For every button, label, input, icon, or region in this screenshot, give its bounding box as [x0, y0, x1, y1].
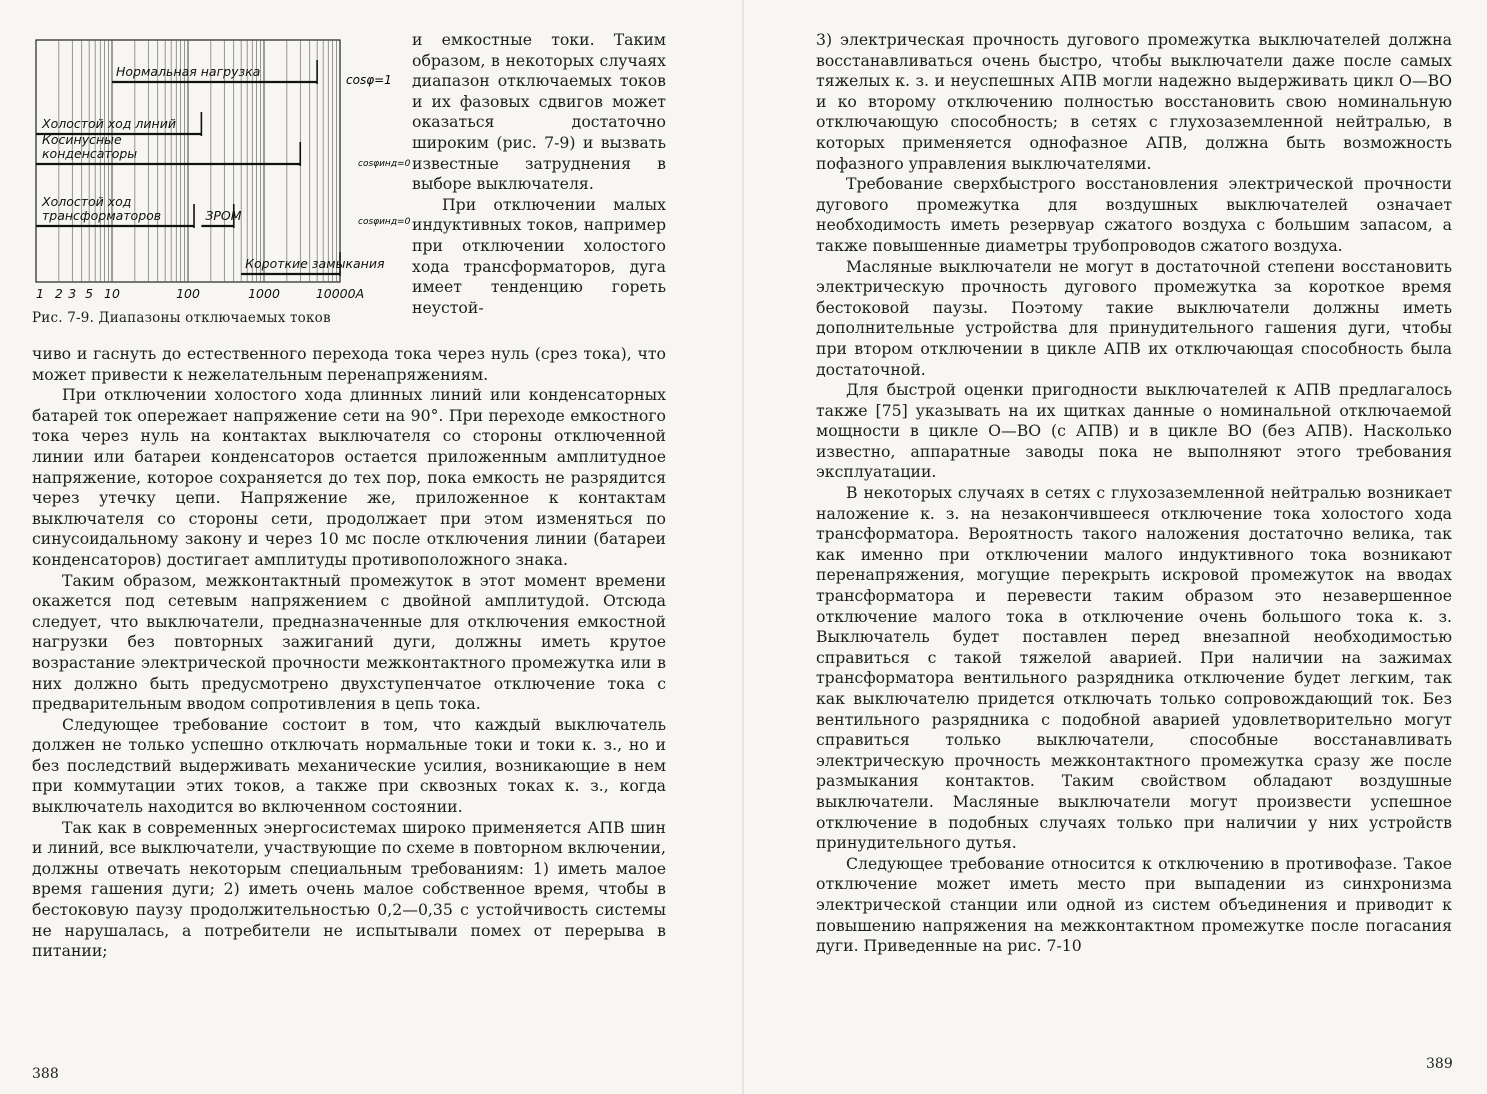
side-label-cos-ind-1: cosφинд=0 — [358, 159, 410, 169]
right-paragraph-5: В некоторых случаях в сетях с глухозаземленной нейтралью возникает наложение к. з. на незакончившееся отключение тока холостого хода трансформатора. Вероятность такого наложения достаточно велика, так как именно при отключении малого индуктивного тока возникают перенапряжения, могущие перекрыть искровой промежуток на вводах трансформатора и перевести таким образом это незавершенное отключение малого тока в отключение очень большого тока к. з. Выключатель будет поставлен перед внезапной необходимостью справиться с такой тяжелой аварией. При наличии на зажимах трансформатора вентильного разрядника отключение будет легким, так как выключателю придется отключать только сопровождающий ток. Без вентильного разрядника с подобной аварией удовлетворительно могут справиться только выключатели, способные восстанавливать электрическую прочность межконтактного промежутка сразу же после размыкания контактов. Таким свойством обладают воздушные выключатели. Масляные выключатели могут произвести успешное отключение в подобных случаях только при наличии у них устройств принудительного дутья. — [816, 483, 1452, 853]
wrap-text-column — [412, 30, 666, 318]
right-page — [744, 0, 1487, 1094]
x-tick-label: 5 — [85, 286, 94, 301]
side-label-cos-ind-2: cosφинд=0 — [358, 217, 410, 227]
right-paragraph-6: Следующее требование относится к отключению в противофазе. Такое отключение может иметь место при выпадении из синхронизма электрической станции или одной из систем объединения и приводит к повышению напряжения на межконтактном промежутке после погасания дуги. Приведенные на рис. 7-10 — [816, 853, 1452, 956]
wrap-paragraph-1: и емкостные токи. Таким образом, в некоторых случаях диапазон отключаемых токов и их фазовых сдвигов может оказаться достаточно широким (рис. 7-9) и вызвать известные затруднения в выборе выключателя. — [412, 30, 666, 194]
figure-7-9 — [28, 36, 410, 330]
range-label: Короткие замыкания — [245, 256, 385, 271]
side-label-cos1: cosφ=1 — [346, 73, 392, 87]
x-tick-label: 3 — [68, 286, 77, 301]
left-paragraph-3: Таким образом, межконтактный промежуток в этот момент времени окажется под сетевым напряжением с двойной амплитудой. Отсюда следует, что выключатели, предназначенные для отключения емкостной нагрузки без повторных зажиганий дуги, должны иметь крутое возрастание электрической прочности межконтактного промежутка или в них должно быть предусмотрено двухступенчатое отключение тока с предварительным вводом сопротивления в цепь тока. — [32, 570, 666, 714]
range-label: Холостой ход трансформаторов — [42, 194, 162, 223]
figure-x-ticks — [36, 286, 364, 301]
left-paragraph-5: Так как в современных энергосистемах широко применяется АПВ шин и линий, все выключатели, участвующие по схеме в повторном включении, должны отвечать некоторым специальным требованиям: 1) иметь малое время гашения дуги; 2) иметь очень малое собственное время, чтобы в бестоковую паузу продолжительностью 0,2—0,35 с устойчивость системы не нарушалась, а потребители не испытывали помех от перерыва в питании; — [32, 817, 666, 961]
range-label: ЗРОМ — [205, 208, 242, 223]
left-paragraph-1: чиво и гаснуть до естественного перехода тока через нуль (срез тока), что может привести к нежелательным перенапряжениям. — [32, 344, 666, 384]
x-tick-label: 10000А — [315, 286, 365, 301]
left-paragraph-2: При отключении холостого хода длинных линий или конденсаторных батарей ток опережает напряжение сети на 90°. При переходе емкостного тока через нуль на контактах выключателя со стороны отключенной линии или батареи конденсаторов остается приложенным амплитудное напряжение, которое сохраняется до тех пор, пока емкость не разрядится через утечку цепи. Напряжение же, приложенное к контактам выключателя со стороны сети, продолжает при этом изменяться по синусоидальному закону и через 10 мс после отключения линии (батареи конденсаторов) достигает амплитуды противоположного знака. — [32, 385, 666, 569]
right-paragraph-3: Масляные выключатели не могут в достаточной степени восстановить электрическую прочность дугового промежутка за короткое время бестоковой паузы. Поэтому такие выключатели должны иметь дополнительные устройства для принудительного гашения дуги, чтобы при втором отключении в цикле АПВ их отключающая способность была достаточной. — [816, 256, 1452, 379]
right-paragraph-1: 3) электрическая прочность дугового промежутка выключателей должна восстанавливаться очень быстро, чтобы выключатели даже после самых тяжелых к. з. и неуспешных АПВ могли надежно выдерживать цикл О—ВО и ко второму отключению полностью восстановить свою номинальную отключающую способность; в сетях с глухозаземленной нейтралью, в которых применяется однофазное АПВ, должна быть возможность пофазного управления выключателями. — [816, 30, 1452, 173]
range-label: Косинусные конденсаторы — [42, 132, 138, 161]
right-paragraph-4: Для быстрой оценки пригодности выключателей к АПВ предлагалось также [75] указывать на их щитках данные о номинальной отключаемой мощности в цикле О—ВО (с АПВ) и в цикле ВО (без АПВ). Насколько известно, аппаратные заводы пока не выполняют этого требования эксплуатации. — [816, 380, 1452, 482]
right-paragraph-2: Требование сверхбыстрого восстановления электрической прочности дугового промежутка для воздушных выключателей означает необходимость иметь резервуар сжатого воздуха с большим запасом, а также повышенные диаметры трубопроводов сжатого воздуха. — [816, 174, 1452, 255]
range-label: Холостой ход линий — [42, 116, 176, 131]
right-text-column — [816, 30, 1452, 957]
x-tick-label: 2 — [54, 286, 63, 301]
range-label: Нормальная нагрузка — [116, 64, 261, 79]
x-tick-label: 100 — [176, 286, 200, 301]
x-tick-label: 1000 — [248, 286, 280, 301]
page-number-right: 389 — [1426, 1056, 1453, 1072]
x-tick-label: 10 — [104, 286, 120, 301]
page-number-left: 388 — [32, 1066, 59, 1082]
left-paragraph-4: Следующее требование состоит в том, что каждый выключатель должен не только успешно отключать нормальные токи и токи к. з., но и без последствий выдерживать механические усилия, возникающие в нем при коммутации этих токов, а также при сквозных токах к. з., когда выключатель находится во включенном состоянии. — [32, 714, 666, 817]
figure-side-labels — [346, 73, 410, 227]
wrap-paragraph-2: При отключении малых индуктивных токов, например при отключении холостого хода трансформаторов, дуга имеет тенденцию гореть неустой- — [412, 194, 666, 317]
left-text-column — [32, 344, 666, 962]
x-tick-label: 1 — [36, 286, 44, 301]
figure-caption: Рис. 7-9. Диапазоны отключаемых токов — [32, 310, 331, 326]
